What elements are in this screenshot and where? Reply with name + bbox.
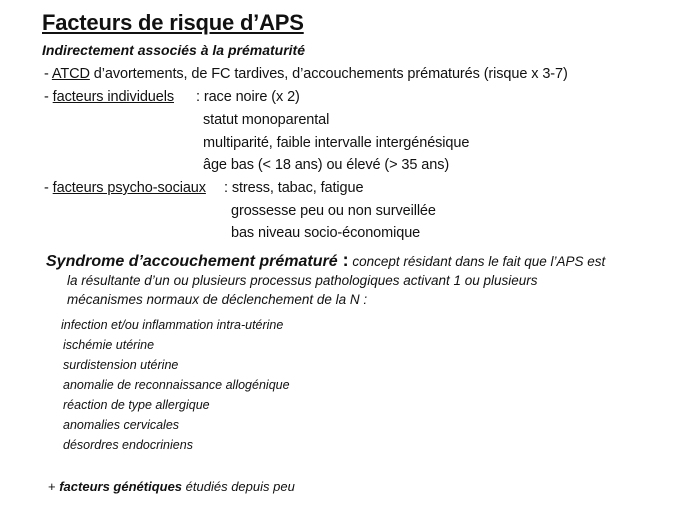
mechanism-item: infection et/ou inflammation intra-utérine (61, 318, 284, 332)
psycho-line (44, 180, 206, 196)
mechanism-item: anomalies cervicales (63, 418, 180, 432)
individuels-item: multiparité, faible intervalle intergénésique (203, 135, 470, 151)
syndrome-text: mécanismes normaux de déclenchement de la N : (67, 292, 368, 307)
syndrome-text: la résultante d’un ou plusieurs processus pathologiques activant 1 ou plusieurs (67, 273, 538, 288)
syndrome-heading: Syndrome d’accouchement prématuré (46, 253, 338, 270)
individuels-line (44, 89, 174, 105)
genetics-text: étudiés depuis peu (182, 479, 295, 494)
section-subtitle: Indirectement associés à la prématurité (42, 42, 305, 58)
mechanism-item: anomalie de reconnaissance allogénique (63, 378, 290, 392)
genetics-label: facteurs génétiques (59, 479, 183, 494)
individuels-prefix: - (44, 89, 53, 105)
mechanism-item: ischémie utérine (63, 338, 155, 352)
individuels-item: âge bas (< 18 ans) ou élevé (> 35 ans) (203, 157, 450, 173)
individuels-item: statut monoparental (203, 112, 330, 128)
psycho-item: bas niveau socio-économique (231, 225, 421, 241)
atcd-label: ATCD (51, 66, 90, 82)
genetics-plus: + (48, 479, 60, 494)
psycho-prefix: - (44, 180, 53, 196)
psycho-item: grossesse peu ou non surveillée (231, 203, 436, 219)
atcd-prefix: - (44, 66, 52, 82)
syndrome-text: concept résidant dans le fait que l’APS est (348, 254, 606, 269)
atcd-line (44, 66, 568, 82)
mechanism-item: réaction de type allergique (63, 398, 210, 412)
psycho-label: facteurs psycho-sociaux (52, 180, 206, 196)
syndrome-colon: : (337, 250, 349, 270)
mechanism-item: désordres endocriniens (63, 438, 193, 452)
individuels-item: : race noire (x 2) (196, 89, 300, 105)
mechanism-item: surdistension utérine (63, 358, 179, 372)
genetics-line (48, 479, 295, 494)
psycho-item: : stress, tabac, fatigue (224, 180, 364, 196)
atcd-text: d’avortements, de FC tardives, d’accouchements prématurés (risque x 3-7) (89, 66, 568, 82)
slide-title: Facteurs de risque d’APS (42, 10, 304, 35)
individuels-label: facteurs individuels (52, 89, 174, 105)
syndrome-heading-line (46, 250, 605, 271)
